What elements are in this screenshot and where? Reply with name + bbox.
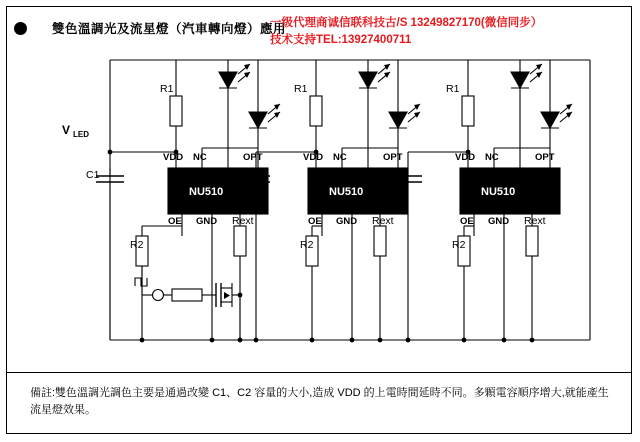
pin-opt-stage2: OPT	[383, 152, 403, 163]
supply-label: V	[62, 123, 71, 137]
label-rext-stage3: Rext	[524, 215, 546, 227]
pin-gnd-stage3: GND	[488, 216, 510, 227]
label-r1-stage1: R1	[160, 83, 174, 95]
agent-contact-line-2: 技术支持TEL:13927400711	[270, 34, 412, 46]
potentiometer-body	[172, 289, 202, 301]
label-rext-stage1: Rext	[232, 215, 254, 227]
pin-gnd-stage1: GND	[196, 216, 218, 227]
pin-vdd-stage2: VDD	[303, 152, 324, 163]
pin-nc-stage1: NC	[193, 152, 207, 163]
pin-vdd-stage1: VDD	[163, 152, 184, 163]
pin-nc-stage2: NC	[333, 152, 347, 163]
label-r1-stage3: R1	[446, 83, 460, 95]
pin-oe-stage2: OE	[308, 216, 322, 227]
ic-label-stage3: NU510	[481, 186, 516, 198]
led-symbol	[219, 72, 237, 88]
resistor-r1	[310, 96, 322, 126]
mosfet-arrow	[224, 292, 230, 299]
label-r2-stage2: R2	[300, 239, 314, 251]
label-rext-stage2: Rext	[372, 215, 394, 227]
agent-contact-line-1: 一级代理商诚信联科技古/S 13249827170(微信同步）	[270, 17, 543, 29]
pin-nc-stage3: NC	[485, 152, 499, 163]
resistor-rext	[374, 226, 386, 256]
led-symbol	[541, 112, 559, 128]
note-divider	[7, 372, 631, 373]
pin-gnd-stage2: GND	[336, 216, 358, 227]
footer-note: 備註:雙色溫調光調色主要是通過改變 C1、C2 容量的大小,造成 VDD 的上電時間延時不同。多顆電容順序增大,就能產生流星燈效果。	[30, 387, 609, 416]
pin-oe-stage1: OE	[168, 216, 182, 227]
resistor-r1	[462, 96, 474, 126]
pin-opt-stage3: OPT	[535, 152, 555, 163]
pin-vdd-stage3: VDD	[455, 152, 476, 163]
supply-sublabel: LED	[73, 130, 89, 139]
pwm-waveform-icon	[135, 278, 147, 286]
label-c2: C2	[232, 169, 246, 181]
potentiometer-knob	[153, 290, 164, 301]
page-title: 雙色溫調光及流星燈（汽車轉向燈）應用	[52, 22, 287, 36]
resistor-r1	[170, 96, 182, 126]
label-r2-stage1: R2	[130, 239, 144, 251]
led-symbol	[249, 112, 267, 128]
label-cn: Cn	[384, 169, 398, 181]
ic-label-stage2: NU510	[329, 186, 364, 198]
led-symbol	[511, 72, 529, 88]
pin-oe-stage3: OE	[460, 216, 474, 227]
pin-opt-stage1: OPT	[243, 152, 263, 163]
led-symbol	[389, 112, 407, 128]
label-r1-stage2: R1	[294, 83, 308, 95]
resistor-rext	[234, 226, 246, 256]
resistor-rext	[526, 226, 538, 256]
label-c1: C1	[86, 169, 100, 181]
ic-label-stage1: NU510	[189, 186, 224, 198]
led-symbol	[359, 72, 377, 88]
label-r2-stage3: R2	[452, 239, 466, 251]
